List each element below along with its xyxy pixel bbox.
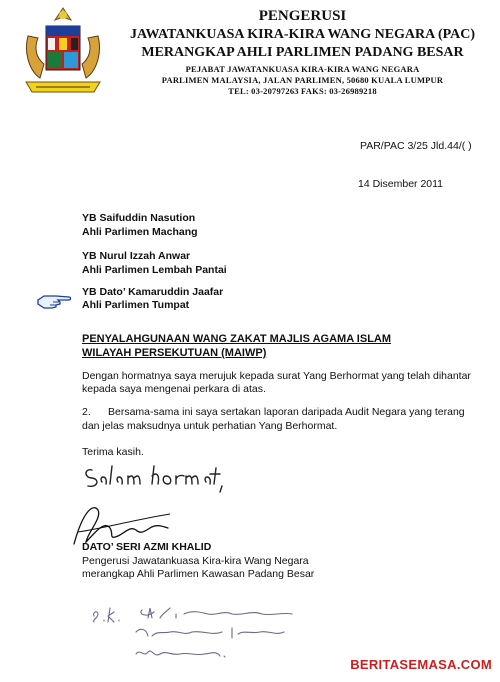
letterhead-title: PENGERUSI (258, 8, 347, 24)
closing-text: Terima kasih. (82, 446, 144, 458)
pointing-hand-icon (36, 288, 72, 312)
signatory-position-2: merangkap Ahli Parlimen Kawasan Padang Besar (82, 568, 315, 580)
recipient-1-name: YB Saifuddin Nasution (82, 212, 196, 224)
paragraph-2-line-1: Bersama-sama ini saya sertakan laporan daripada Audit Negara yang terang (108, 406, 465, 418)
subject-line-1: PENYALAHGUNAAN WANG ZAKAT MAJLIS AGAMA ISLAM (82, 333, 392, 345)
recipient-2-title: Ahli Parlimen Lembah Pantai (82, 264, 227, 276)
site-watermark: BERITASEMASA.COM (350, 657, 492, 672)
recipient-1-title: Ahli Parlimen Machang (82, 226, 198, 238)
signatory-name: DATO’ SERI AZMI KHALID (82, 541, 212, 553)
paragraph-1-line-2: kepada saya mengenai perkara di atas. (82, 383, 266, 395)
malaysia-coat-of-arms-icon (22, 6, 104, 98)
recipient-3-title: Ahli Parlimen Tumpat (82, 299, 190, 311)
subject-line-2: WILAYAH PERSEKUTUAN (MAIWP) (82, 347, 267, 359)
handwritten-greeting (82, 460, 227, 494)
letterhead-phone-fax: TEL: 03-20797263 FAKS: 03-26989218 (228, 86, 377, 96)
letterhead-office: PEJABAT JAWATANKUASA KIRA-KIRA WANG NEGARA (185, 64, 420, 74)
paragraph-2-line-2: dan jelas maksudnya untuk perhatian Yang Berhormat. (82, 420, 338, 432)
paragraph-2-number: 2. (82, 406, 91, 418)
letterhead-address: PARLIMEN MALAYSIA, JALAN PARLIMEN, 50680 KUALA LUMPUR (161, 75, 444, 85)
paragraph-1-line-1: Dengan hormatnya saya merujuk kepada surat Yang Berhormat yang telah dihantar (82, 370, 471, 382)
signatory-position-1: Pengerusi Jawatankuasa Kira-kira Wang Negara (82, 555, 309, 567)
letter-date: 14 Disember 2011 (358, 178, 444, 190)
reference-number: PAR/PAC 3/25 Jld.44/( ) (360, 140, 472, 152)
handwritten-cc-note (92, 604, 362, 670)
recipient-2-name: YB Nurul Izzah Anwar (82, 250, 191, 262)
letterhead-committee: JAWATANKUASA KIRA-KIRA WANG NEGARA (PAC) (129, 27, 476, 42)
recipient-3-name: YB Dato’ Kamaruddin Jaafar (82, 286, 224, 298)
letterhead-mp-title: MERANGKAP AHLI PARLIMEN PADANG BESAR (141, 45, 464, 60)
